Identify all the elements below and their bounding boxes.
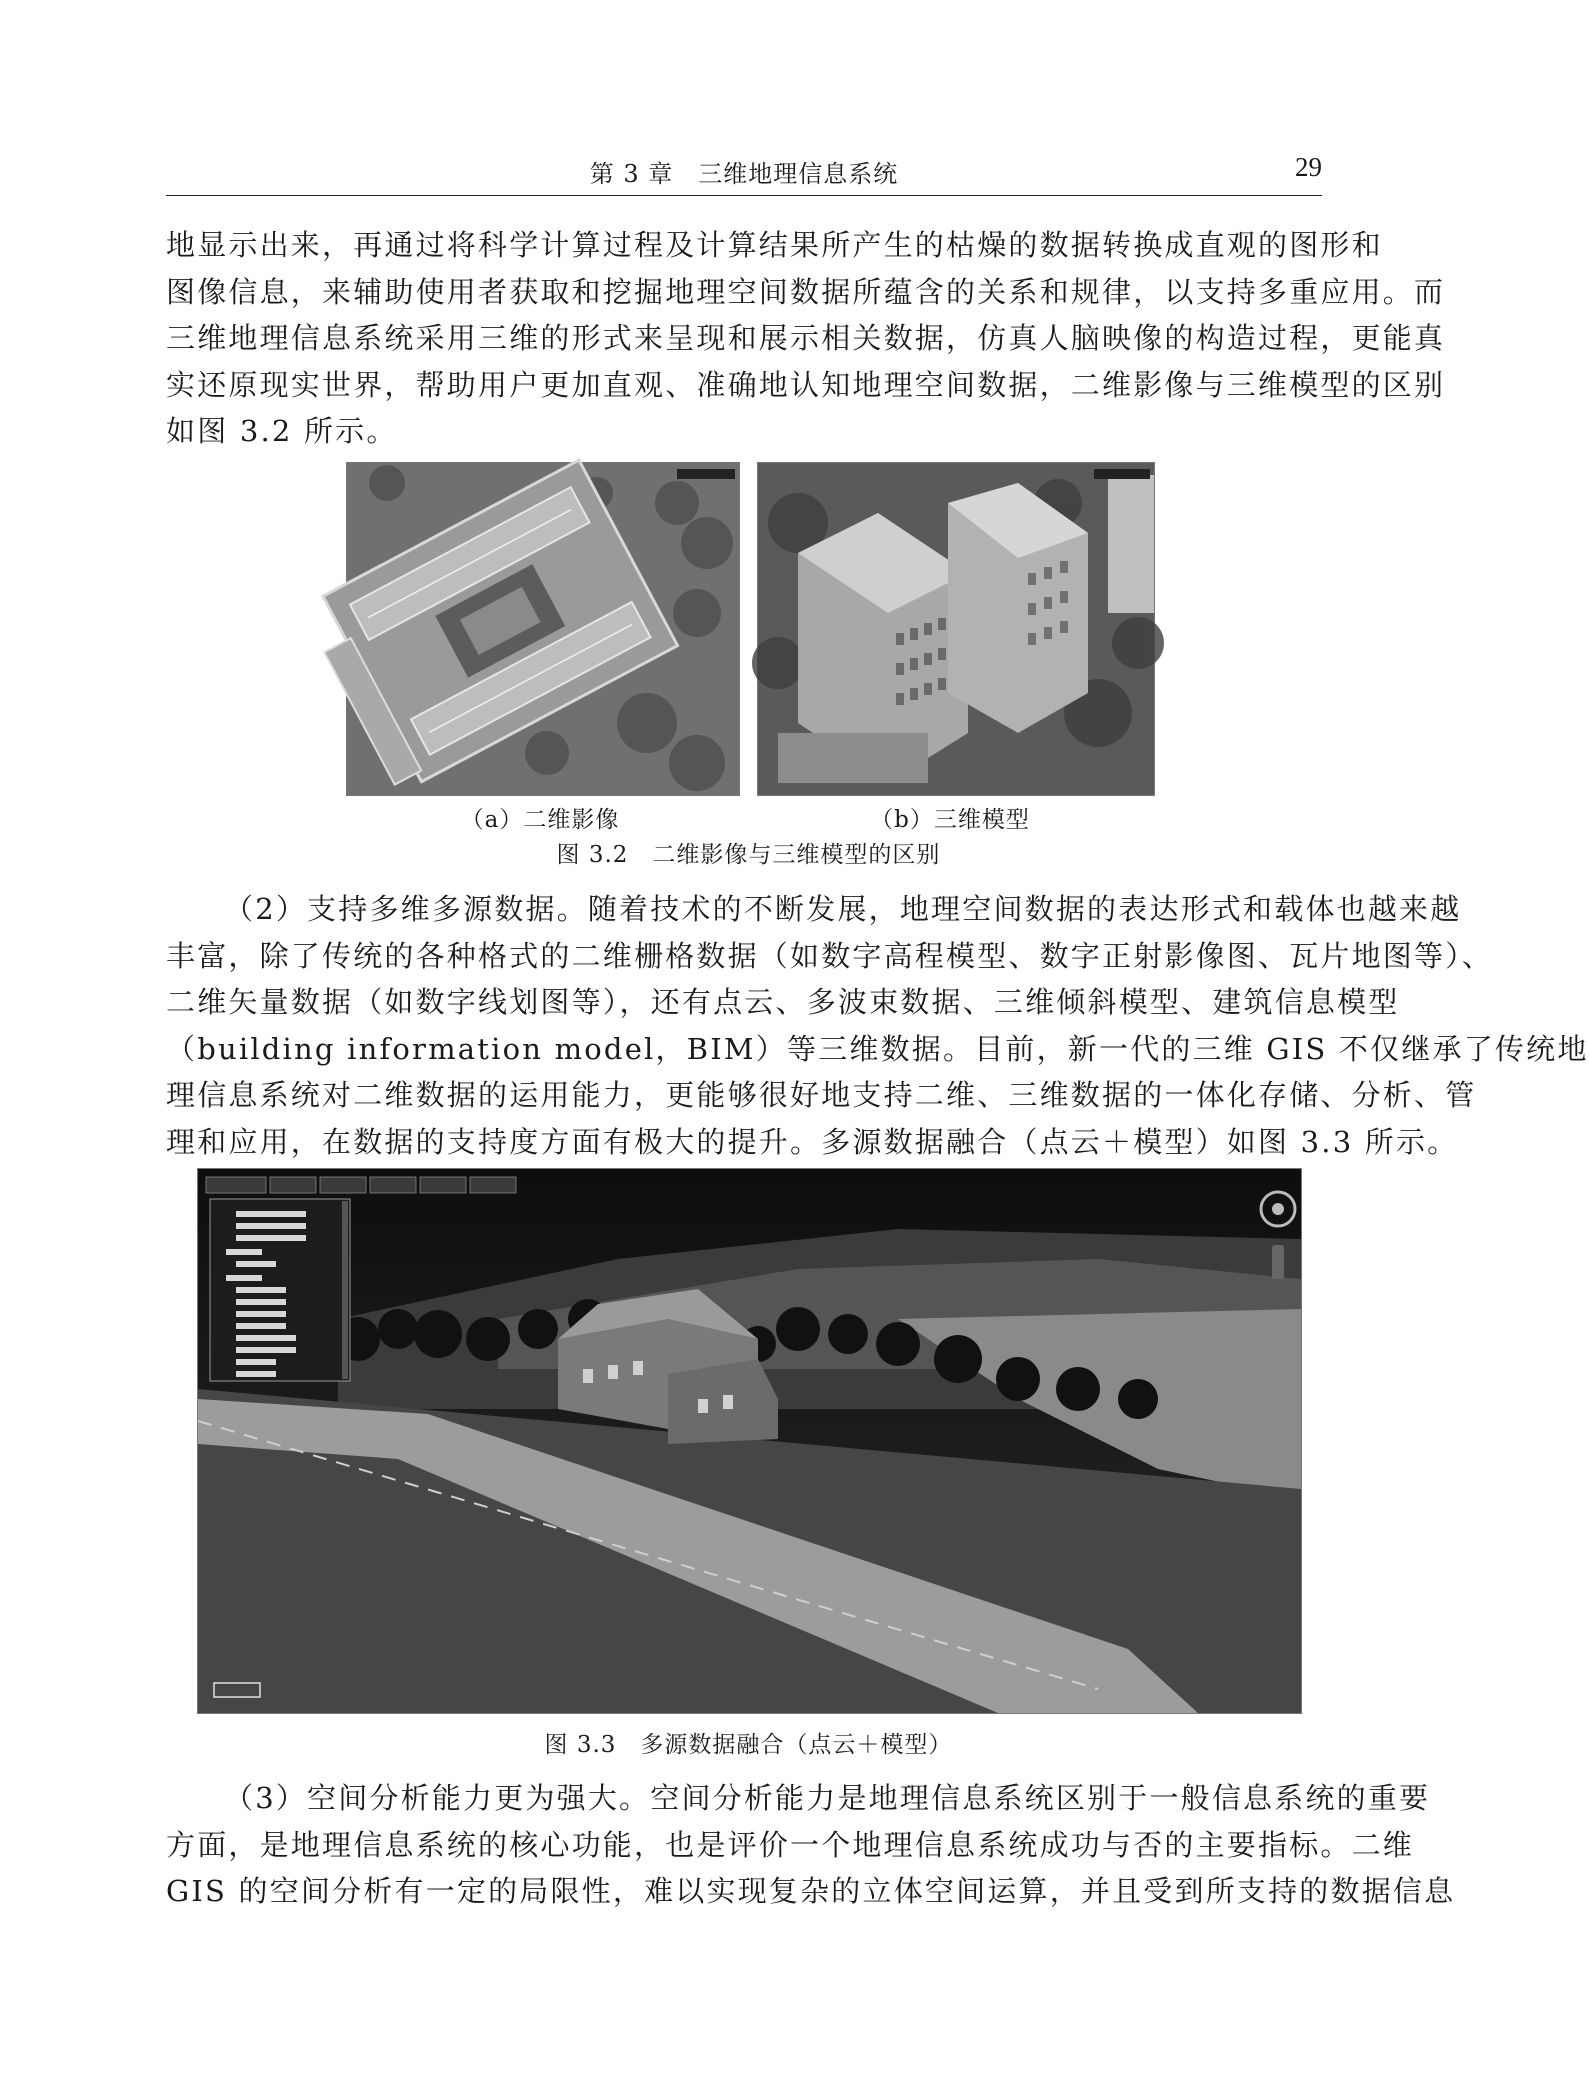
text-line: （2）支持多维多源数据。随着技术的不断发展，地理空间数据的表达形式和载体也越来越	[224, 892, 1462, 926]
text-line: GIS 的空间分析有一定的局限性，难以实现复杂的立体空间运算，并且受到所支持的数据信息	[166, 1874, 1456, 1908]
figure-3-2b-3d-model	[757, 462, 1155, 796]
figure-3-3-caption: 图 3.3 多源数据融合（点云＋模型）	[544, 1732, 953, 1758]
text-line: 图像信息，来辅助使用者获取和挖掘地理空间数据所蕴含的关系和规律，以支持多重应用。而	[166, 274, 1446, 309]
running-header	[166, 148, 1322, 192]
text-line: 方面，是地理信息系统的核心功能，也是评价一个地理信息系统成功与否的主要指标。二维	[166, 1827, 1415, 1862]
paragraph-2	[166, 886, 1589, 1165]
text-line: 如图 3.2 所示。	[166, 414, 398, 448]
zoom-control-icon	[1272, 1245, 1284, 1279]
paragraph-3	[166, 1775, 1456, 1915]
paragraph-1	[166, 222, 1446, 455]
figure-3-3-point-cloud-model	[197, 1168, 1302, 1714]
text-line: 理和应用，在数据的支持度方面有极大的提升。多源数据融合（点云＋模型）如图 3.3 所示。	[166, 1124, 1459, 1159]
3d-model-illustration	[758, 463, 1154, 795]
subcaption-b: （b）三维模型	[870, 807, 1030, 833]
text-line: （3）空间分析能力更为强大。空间分析能力是地理信息系统区别于一般信息系统的重要	[224, 1781, 1431, 1815]
chapter-title: 第 3 章 三维地理信息系统	[589, 160, 899, 188]
text-line: （building information model，BIM）等三维数据。目前，新一代的三维 GIS 不仅继承了传统地	[166, 1031, 1589, 1066]
subcaption-a: （a）二维影像	[460, 807, 620, 833]
page-number: 29	[1295, 152, 1322, 182]
aerial-image-illustration	[347, 463, 739, 795]
text-line: 丰富，除了传统的各种格式的二维栅格数据（如数字高程模型、数字正射影像图、瓦片地图等）、	[166, 938, 1494, 973]
text-line: 地显示出来，再通过将科学计算过程及计算结果所产生的枯燥的数据转换成直观的图形和	[166, 228, 1383, 262]
text-line: 实还原现实世界，帮助用户更加直观、准确地认知地理空间数据，二维影像与三维模型的区别	[166, 367, 1446, 402]
text-line: 三维地理信息系统采用三维的形式来呈现和展示相关数据，仿真人脑映像的构造过程，更能真	[166, 321, 1446, 355]
figure-3-2a-2d-image	[346, 462, 740, 796]
figure-3-2-caption: 图 3.2 二维影像与三维模型的区别	[556, 842, 941, 868]
text-line: 二维矢量数据（如数字线划图等），还有点云、多波束数据、三维倾斜模型、建筑信息模型	[166, 985, 1400, 1019]
text-line: 理信息系统对二维数据的运用能力，更能够很好地支持二维、三维数据的一体化存储、分析、管	[166, 1078, 1477, 1112]
point-cloud-scene-illustration	[198, 1169, 1301, 1713]
layer-tree-panel	[210, 1199, 350, 1381]
header-rule	[166, 195, 1322, 196]
